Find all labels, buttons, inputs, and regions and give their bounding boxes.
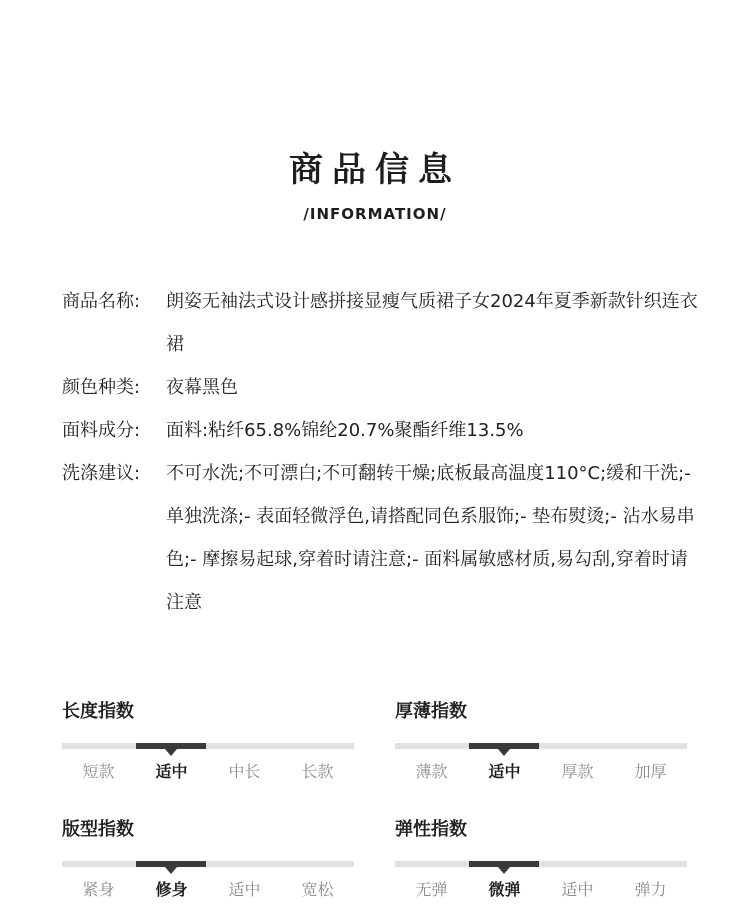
elasticity-index [395,818,687,901]
index-option: 薄款 [415,762,448,781]
index-options [62,761,354,783]
index-title: 弹性指数 [395,819,467,840]
index-options [62,879,354,901]
index-title: 版型指数 [62,819,134,840]
index-title: 厚薄指数 [395,701,467,722]
index-option: 紧身 [82,880,115,899]
index-option: 加厚 [634,762,667,781]
index-options [395,879,687,901]
pointer-triangle-icon [498,867,510,874]
index-option: 宽松 [301,880,334,899]
index-option: 无弹 [415,880,448,899]
index-active-segment [136,861,206,867]
info-value: 面料:粘纤65.8%锦纶20.7%聚酯纤维13.5% [166,420,524,441]
index-title: 长度指数 [62,701,134,722]
index-option: 中长 [228,762,261,781]
index-track [62,743,354,749]
info-label: 洗涤建议: [62,463,141,484]
index-options [395,761,687,783]
info-row-fabric [62,409,702,452]
pointer-triangle-icon [165,867,177,874]
info-value: 夜幕黑色 [166,377,238,398]
info-label: 面料成分: [62,420,141,441]
index-track [395,743,687,749]
index-option: 适中 [155,762,188,781]
index-option: 修身 [155,880,188,899]
index-option: 适中 [228,880,261,899]
index-option: 长款 [301,762,334,781]
thickness-index [395,700,687,783]
fit-index [62,818,354,901]
length-index [62,700,354,783]
section-subtitle: /INFORMATION/ [303,205,447,223]
index-track [62,861,354,867]
index-option: 弹力 [634,880,667,899]
index-track [395,861,687,867]
index-option: 微弹 [488,880,521,899]
section-title: 商品信息 [289,150,461,190]
index-option: 适中 [488,762,521,781]
info-label: 颜色种类: [62,377,141,398]
pointer-triangle-icon [165,749,177,756]
index-active-segment [469,861,539,867]
info-label: 商品名称: [62,291,141,312]
info-value: 朗姿无袖法式设计感拼接显瘦气质裙子女2024年夏季新款针织连衣裙 [166,291,698,355]
info-value: 不可水洗;不可漂白;不可翻转干燥;底板最高温度110°C;缓和干洗;- 单独洗涤;- 表面轻微浮色,请搭配同色系服饰;- 垫布熨烫;- 沾水易串色;- 摩擦易起球,穿着时请注意;- 面料属敏感材质,易勾刮,穿着时请注意 [166,463,695,613]
index-option: 适中 [561,880,594,899]
pointer-triangle-icon [498,749,510,756]
index-active-segment [136,743,206,749]
index-option: 厚款 [561,762,594,781]
product-info-list [62,280,702,624]
info-row-care [62,452,702,624]
info-row-name [62,280,702,366]
info-row-color [62,366,702,409]
index-option: 短款 [82,762,115,781]
index-active-segment [469,743,539,749]
